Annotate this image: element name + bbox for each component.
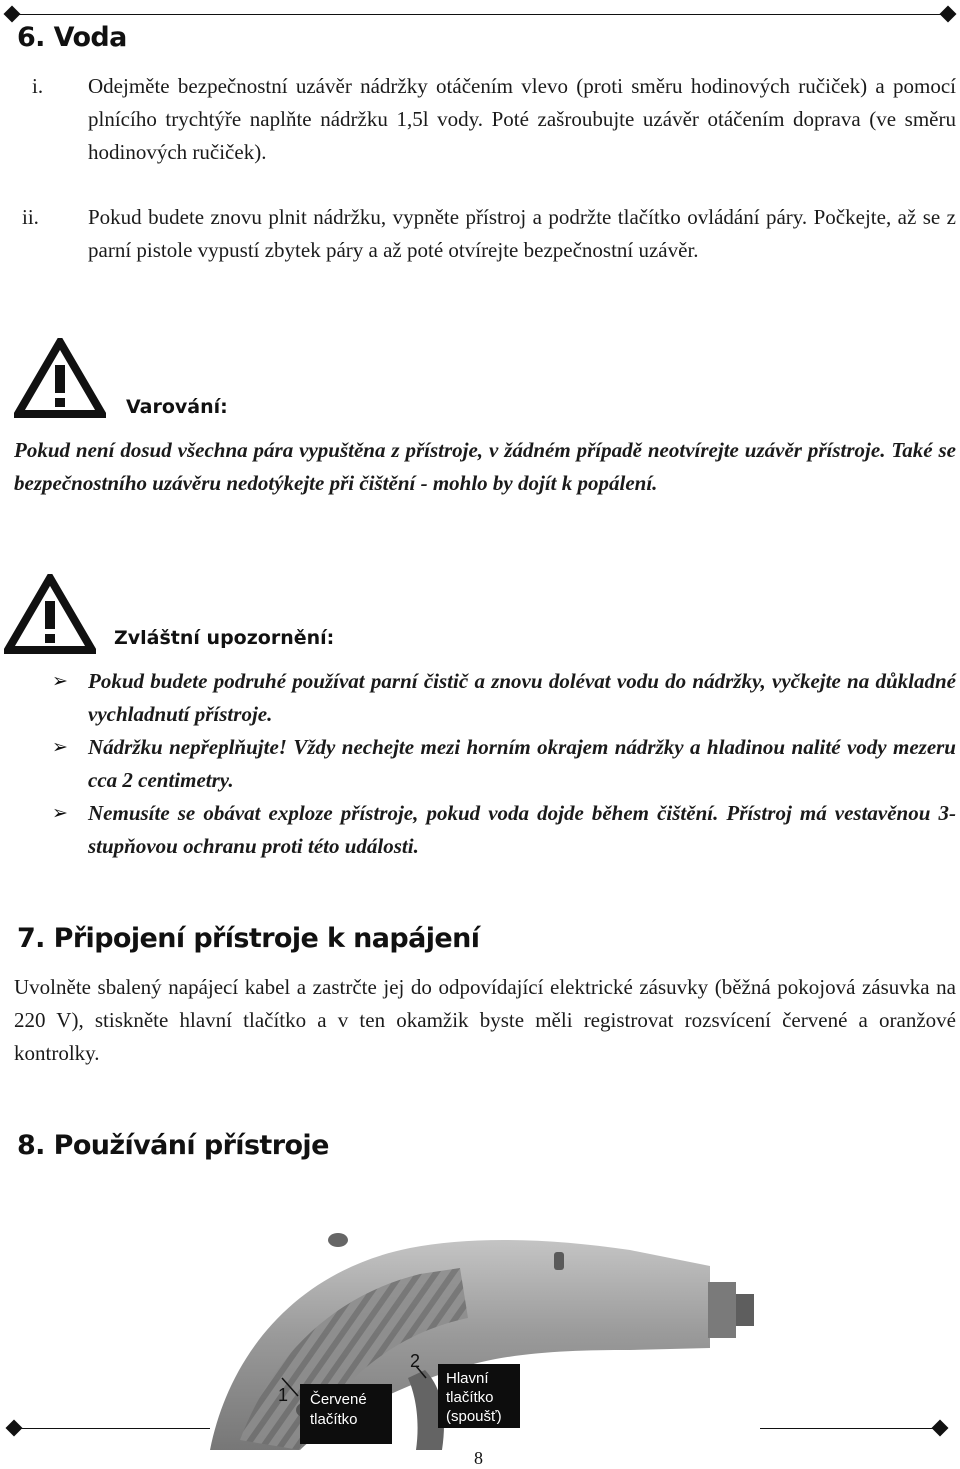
notice-bullet-3: Nemusíte se obávat exploze přístroje, pokud voda dojde během čištění. Přístroj má vestavěnou 3-stupňovou ochranu proti této události. <box>88 801 956 858</box>
item-number-i: i. <box>32 74 44 98</box>
bottom-left-diamond <box>6 1420 23 1437</box>
page-number: 8 <box>474 1448 483 1468</box>
item-text-ii: Pokud budete znovu plnit nádržku, vypněte přístroj a podržte tlačítko ovládání páry. Počkejte, až se z parní pistole vypustí zbytek páry a až poté otvírejte bezpečnostní uzávěr. <box>88 205 956 262</box>
bottom-rule <box>14 1428 210 1429</box>
notice-title: Zvláštní upozornění: <box>114 627 335 649</box>
warning-triangle-icon <box>4 574 96 654</box>
callout-main-button: Hlavní tlačítko (spoušť) <box>438 1364 520 1428</box>
top-rule <box>12 14 948 15</box>
item-text-i: Odejměte bezpečnostní uzávěr nádržky otáčením vlevo (proti směru hodinových ručiček) a pomocí plnícího trychtýře naplňte nádržku 1,5l vody. Poté zašroubujte uzávěr otáčením doprava (ve směru hodinových ručiček). <box>88 74 956 164</box>
section-7-heading: 7. Připojení přístroje k napájení <box>17 923 480 954</box>
top-right-diamond <box>940 6 957 23</box>
notice-bullet-1: Pokud budete podruhé používat parní čistič a znovu dolévat vodu do nádržky, vyčkejte na důkladné vychladnutí přístroje. <box>88 669 956 726</box>
warning-text: Pokud není dosud všechna pára vypuštěna z přístroje, v žádném případě neotvírejte uzávěr přístroje. Také se bezpečnostního uzávěru nedotýkejte při čištění - mohlo by dojít k popálení. <box>14 438 956 495</box>
section-7-text: Uvolněte sbalený napájecí kabel a zastrčte jej do odpovídající elektrické zásuvky (běžná pokojová zásuvka na 220 V), stiskněte hlavní tlačítko a v ten okamžik byste měli registrovat rozsvícení červené a oranžové kontrolky. <box>14 975 956 1065</box>
bottom-right-diamond <box>932 1420 949 1437</box>
notice-bullet-2: Nádržku nepřeplňujte! Vždy nechejte mezi horním okrajem nádržky a hladinou nalité vody mezeru cca 2 centimetry. <box>88 735 956 792</box>
bullet-arrow-icon: ➢ <box>52 670 68 692</box>
item-number-ii: ii. <box>22 205 39 229</box>
bottom-rule <box>760 1428 940 1429</box>
callout-red-button: Červené tlačítko <box>300 1384 392 1444</box>
bullet-arrow-icon: ➢ <box>52 736 68 758</box>
warning-title: Varování: <box>126 396 228 418</box>
top-left-diamond <box>4 6 21 23</box>
figure-label-1: 1 <box>278 1385 289 1405</box>
warning-triangle-icon <box>14 338 106 418</box>
bullet-arrow-icon: ➢ <box>52 802 68 824</box>
section-6-heading: 6. Voda <box>17 22 127 53</box>
figure-label-2: 2 <box>410 1351 421 1371</box>
section-8-heading: 8. Používání přístroje <box>17 1130 329 1161</box>
